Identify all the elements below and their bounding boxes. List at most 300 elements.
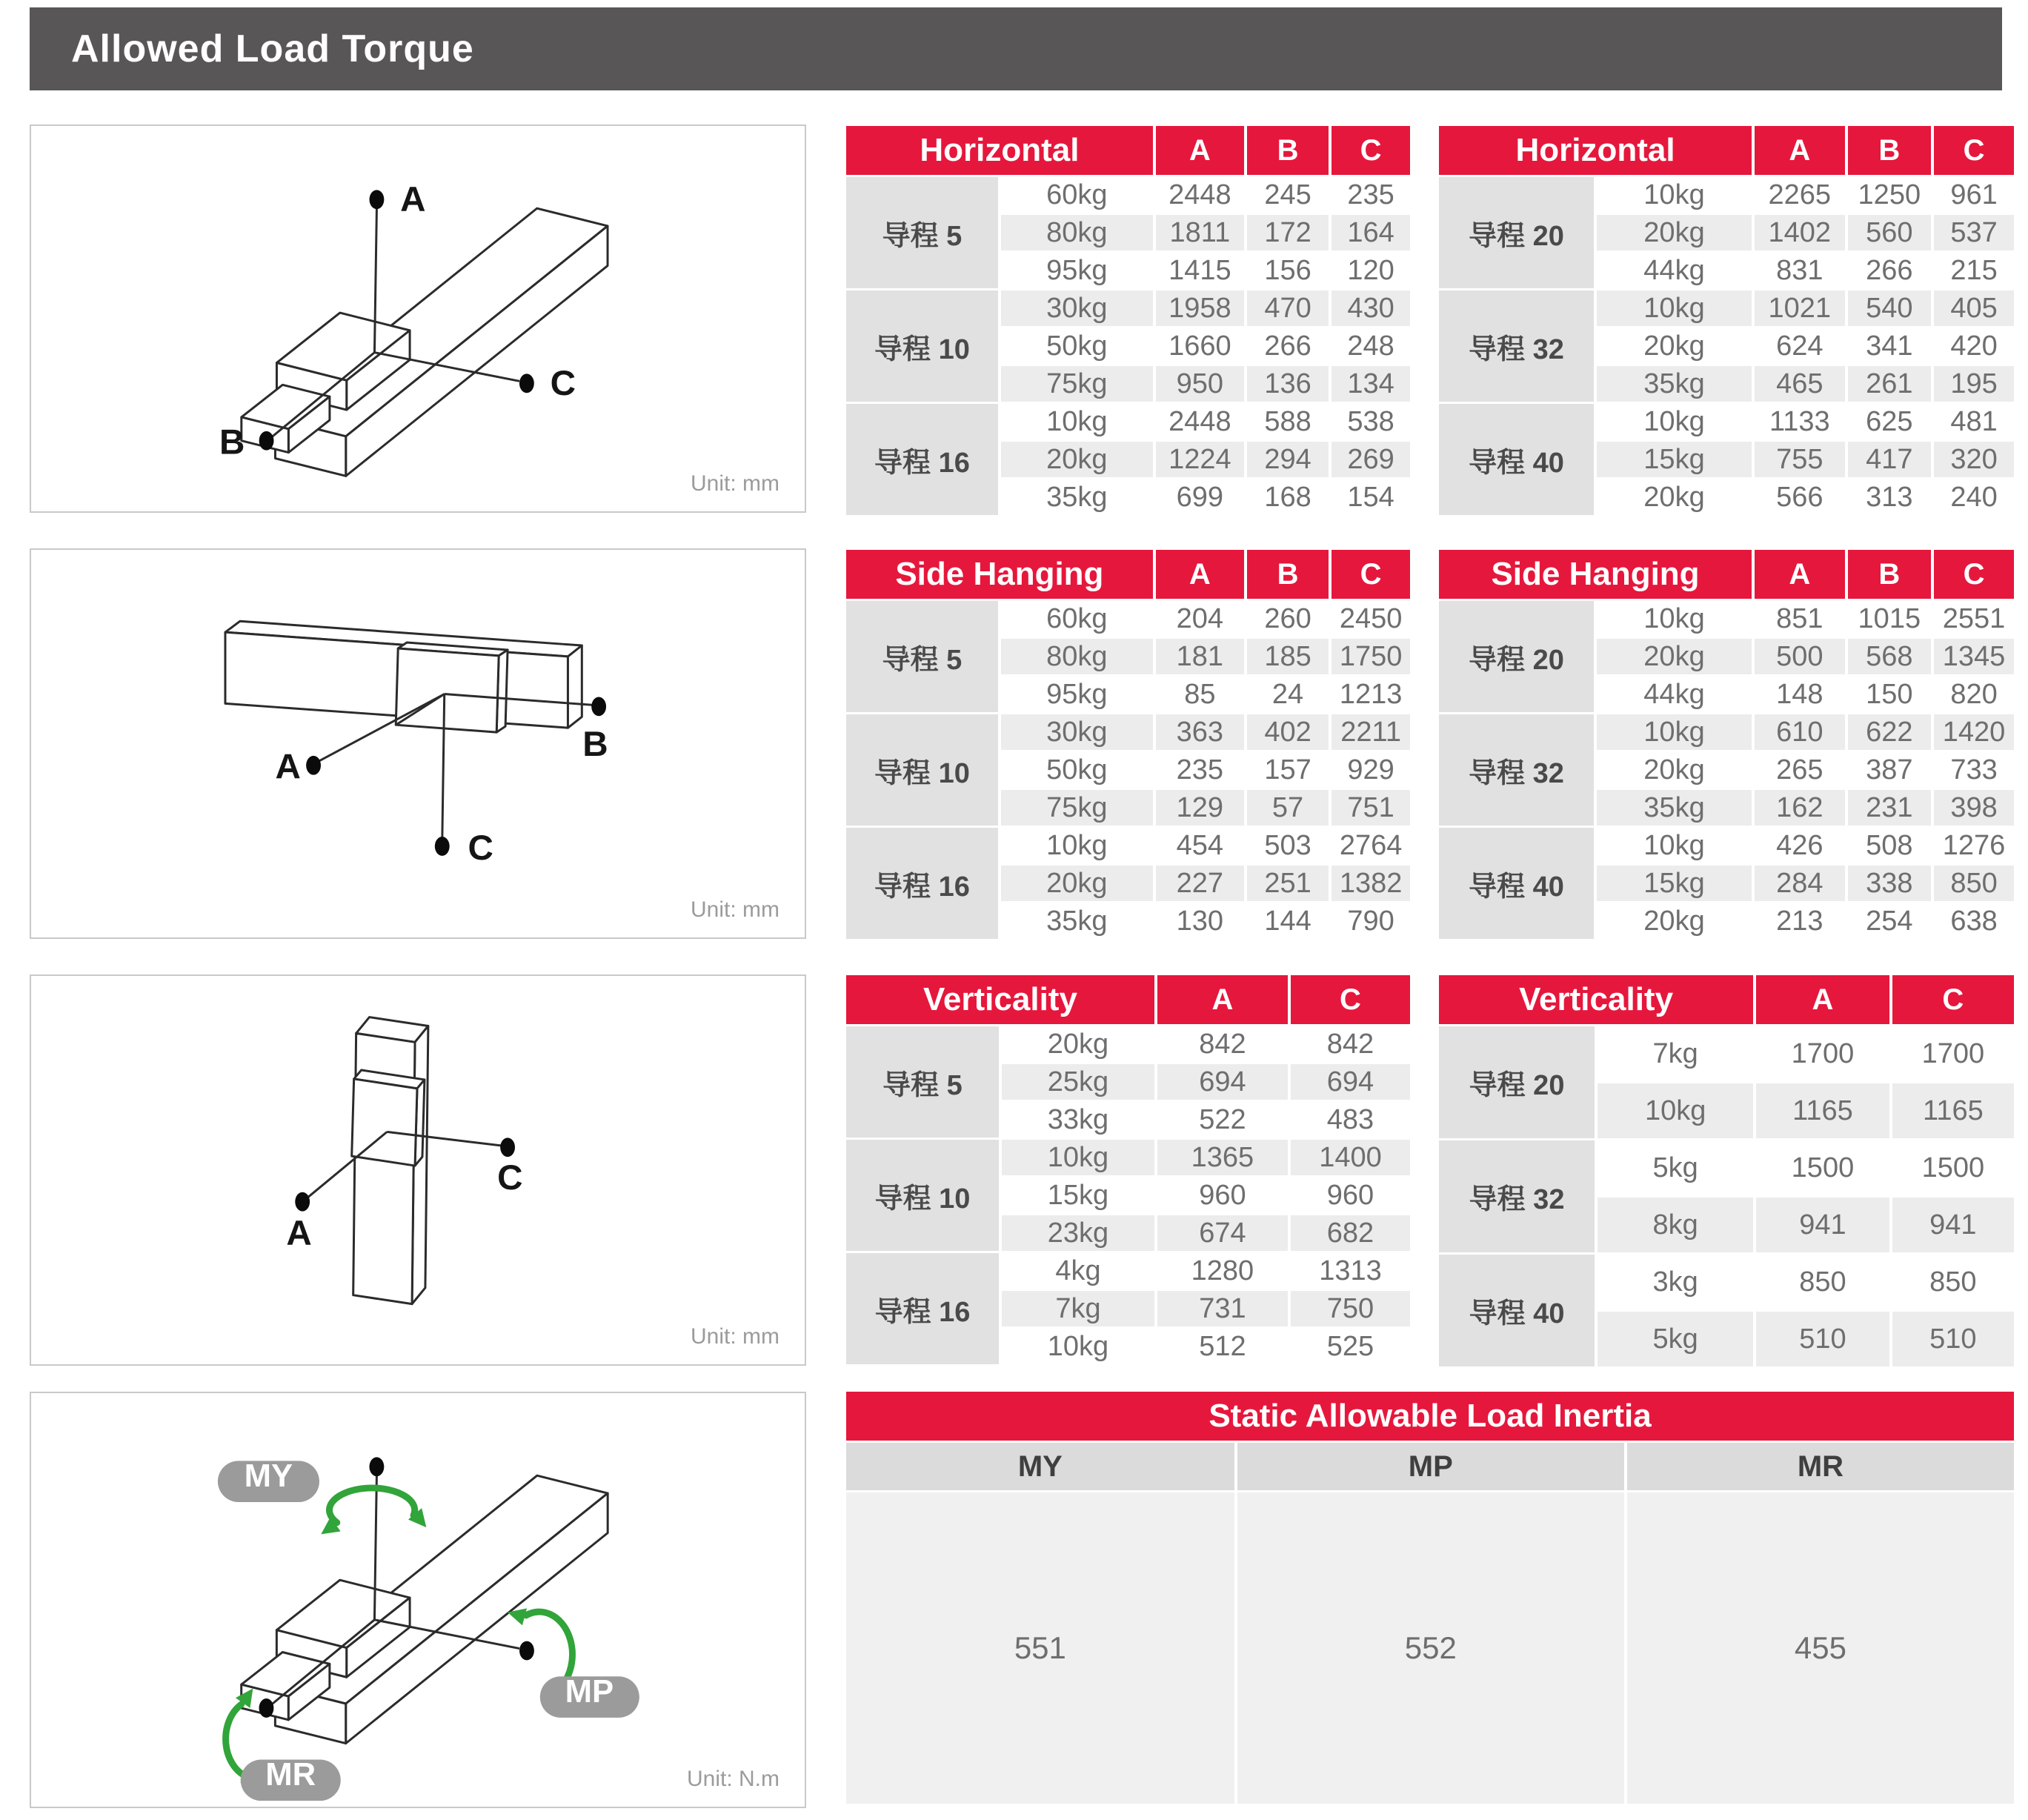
kg-cell: 95kg [1001,677,1153,712]
value-cell: 538 [1332,404,1410,439]
kg-cell: 20kg [1001,866,1153,901]
lead-cell: 导程 40 [1439,828,1594,939]
value-cell: 483 [1291,1102,1410,1138]
kg-cell: 20kg [1597,215,1752,250]
kg-cell: 10kg [1597,177,1752,213]
lead-cell: 导程 40 [1439,1255,1595,1366]
value-cell: 682 [1291,1215,1410,1251]
row [1439,1026,2014,1081]
value-cell: 842 [1291,1026,1410,1062]
table-side-hanging-left [843,548,1413,941]
yaw-axis-dot [369,1457,384,1476]
row [846,1492,2014,1804]
lead-cell: 导程 20 [1439,601,1594,712]
value-cell: 2265 [1755,177,1845,213]
value-cell: 755 [1755,442,1845,477]
header-row [846,1392,2014,1441]
lead-cell: 导程 32 [1439,714,1594,826]
col-header-c: C [1332,550,1410,599]
value-cell: 831 [1755,253,1845,288]
value-cell: 162 [1755,790,1845,826]
value-cell: 500 [1755,639,1845,674]
col-header-b: B [1247,126,1329,175]
row [846,828,1410,863]
unit-label: Unit: mm [691,1324,779,1349]
col-header-my: MY [846,1443,1234,1490]
col-header-a: A [1156,126,1244,175]
value-cell: 168 [1247,479,1329,515]
value-cell: 181 [1156,639,1244,674]
pitch-axis-dot [519,1641,534,1661]
value-cell: 154 [1332,479,1410,515]
kg-cell: 20kg [1597,328,1752,364]
kg-cell: 33kg [1002,1102,1154,1138]
table-title: Side Hanging [1439,550,1752,599]
table-horizontal-right [1436,124,2017,517]
kg-cell: 10kg [1597,404,1752,439]
value-cell: 144 [1247,903,1329,939]
value-cell: 248 [1332,328,1410,364]
unit-label: Unit: mm [691,471,779,496]
row [1439,714,2014,750]
value-cell: 417 [1848,442,1931,477]
lead-cell: 导程 5 [846,601,998,712]
value-cell: 185 [1247,639,1329,674]
kg-cell: 7kg [1002,1291,1154,1326]
subheader-row [846,1443,2014,1490]
value-cell: 254 [1848,903,1931,939]
value-cell: 1365 [1157,1140,1288,1175]
value-cell: 588 [1247,404,1329,439]
value-cell: 402 [1247,714,1329,750]
value-cell: 227 [1156,866,1244,901]
value-cell: 265 [1755,752,1845,788]
kg-cell: 80kg [1001,215,1153,250]
kg-cell: 15kg [1002,1178,1154,1213]
value-cell: 694 [1291,1064,1410,1100]
value-cell: 1382 [1332,866,1410,901]
lead-cell: 导程 32 [1439,290,1594,402]
kg-cell: 35kg [1597,366,1752,402]
value-cell: 266 [1848,253,1931,288]
value-cell: 231 [1848,790,1931,826]
value-cell: 625 [1848,404,1931,439]
diagram-side-hanging [30,548,806,939]
col-header-b: B [1848,126,1931,175]
lead-cell: 导程 16 [846,828,998,939]
value-cell: 960 [1157,1178,1288,1213]
table-title: Side Hanging [846,550,1153,599]
value-cell: 215 [1934,253,2014,288]
lead-cell: 导程 32 [1439,1140,1595,1252]
lead-cell: 导程 40 [1439,404,1594,515]
row [846,601,1410,637]
value-cell: 850 [1934,866,2014,901]
value-cell: 341 [1848,328,1931,364]
kg-cell: 35kg [1597,790,1752,826]
value-cell: 1276 [1934,828,2014,863]
value-cell: 1021 [1755,290,1845,326]
value-cell: 426 [1755,828,1845,863]
value-cell: 508 [1848,828,1931,863]
value-cell: 851 [1755,601,1845,637]
value-cell: 150 [1848,677,1931,712]
col-header-a: A [1756,975,1889,1024]
kg-cell: 10kg [1597,601,1752,637]
value-cell: 674 [1157,1215,1288,1251]
value-cell: 850 [1892,1255,2014,1309]
kg-cell: 10kg [1001,404,1153,439]
point-c-label: C [468,828,493,868]
table-title: Horizontal [846,126,1153,175]
mr-rotation-arrow [226,1704,247,1776]
value-cell: 405 [1934,290,2014,326]
value-cell: 961 [1934,177,2014,213]
lead-cell: 导程 5 [846,1026,999,1138]
col-header-c: C [1934,550,2014,599]
value-cell: 338 [1848,866,1931,901]
value-cell: 24 [1247,677,1329,712]
value-cell: 510 [1892,1312,2014,1366]
point-b-label: B [219,422,245,462]
value-cell: 134 [1332,366,1410,402]
point-c-dot [500,1138,515,1157]
lead-cell: 导程 10 [846,714,998,826]
kg-cell: 35kg [1001,903,1153,939]
value-cell: 1280 [1157,1253,1288,1289]
value-cell: 820 [1934,677,2014,712]
value-cell: 790 [1332,903,1410,939]
value-cell: 148 [1755,677,1845,712]
value-cell: 2211 [1332,714,1410,750]
value-cell: 622 [1848,714,1931,750]
value-cell: 1958 [1156,290,1244,326]
value-cell: 750 [1291,1291,1410,1326]
row [846,1026,1410,1062]
value-cell: 156 [1247,253,1329,288]
table-title: Verticality [1439,975,1753,1024]
kg-cell: 3kg [1598,1255,1753,1309]
value-cell: 537 [1934,215,2014,250]
value-cell: 129 [1156,790,1244,826]
col-header-a: A [1755,550,1845,599]
point-a-label: A [275,747,301,787]
value-cell: 240 [1934,479,2014,515]
unit-label: Unit: mm [691,897,779,922]
kg-cell: 95kg [1001,253,1153,288]
row [846,404,1410,439]
kg-cell: 15kg [1597,866,1752,901]
value-cell: 1250 [1848,177,1931,213]
value-cell: 1750 [1332,639,1410,674]
row [1439,290,2014,326]
value-cell: 363 [1156,714,1244,750]
row [846,177,1410,213]
kg-cell: 10kg [1001,828,1153,863]
value-cell: 751 [1332,790,1410,826]
value-cell: 1420 [1934,714,2014,750]
col-header-c: C [1332,126,1410,175]
value-cell: 157 [1247,752,1329,788]
value-cell: 525 [1291,1329,1410,1364]
table-title: Horizontal [1439,126,1752,175]
row [1439,177,2014,213]
point-b-dot [591,697,606,716]
lead-cell: 导程 10 [846,290,998,402]
row [1439,1140,2014,1195]
value-cell: 136 [1247,366,1329,402]
kg-cell: 50kg [1001,752,1153,788]
value-cell: 941 [1892,1198,2014,1252]
kg-cell: 60kg [1001,601,1153,637]
rail-and-slider-wireframe [352,1017,428,1304]
kg-cell: 5kg [1598,1312,1753,1366]
col-header-b: B [1247,550,1329,599]
unit-label: Unit: N.m [686,1767,779,1791]
kg-cell: 20kg [1597,479,1752,515]
point-b-label: B [582,724,608,764]
table-title: Static Allowable Load Inertia [846,1392,2014,1441]
lead-cell: 导程 16 [846,1253,999,1364]
row [846,1140,1410,1175]
table-verticality-left [843,973,1413,1366]
point-c-label: C [550,364,576,404]
value-cell: 568 [1848,639,1931,674]
value-cell: 2764 [1332,828,1410,863]
kg-cell: 20kg [1597,639,1752,674]
point-a-label: A [400,180,426,220]
kg-cell: 23kg [1002,1215,1154,1251]
value-cell: 204 [1156,601,1244,637]
value-cell: 1700 [1756,1026,1889,1081]
col-header-mp: MP [1237,1443,1624,1490]
col-header-b: B [1848,550,1931,599]
side-hanging-wireframe-drawing [31,550,805,937]
value-cell: 120 [1332,253,1410,288]
kg-cell: 20kg [1597,903,1752,939]
value-cell: 510 [1756,1312,1889,1366]
value-cell: 260 [1247,601,1329,637]
mp-value-cell: 552 [1237,1492,1624,1804]
value-cell: 1700 [1892,1026,2014,1081]
col-header-c: C [1892,975,2014,1024]
value-cell: 960 [1291,1178,1410,1213]
point-a-dot [370,190,385,209]
col-header-a: A [1755,126,1845,175]
value-cell: 251 [1247,866,1329,901]
value-cell: 420 [1934,328,2014,364]
value-cell: 842 [1157,1026,1288,1062]
my-value-cell: 551 [846,1492,1234,1804]
value-cell: 1224 [1156,442,1244,477]
kg-cell: 50kg [1001,328,1153,364]
value-cell: 1015 [1848,601,1931,637]
value-cell: 850 [1756,1255,1889,1309]
value-cell: 465 [1755,366,1845,402]
value-cell: 294 [1247,442,1329,477]
value-cell: 699 [1156,479,1244,515]
row [1439,828,2014,863]
lead-cell: 导程 16 [846,404,998,515]
header-row [846,126,1410,175]
value-cell: 172 [1247,215,1329,250]
kg-cell: 10kg [1598,1083,1753,1138]
value-cell: 950 [1156,366,1244,402]
table-title: Verticality [846,975,1154,1024]
kg-cell: 10kg [1597,828,1752,863]
value-cell: 1313 [1291,1253,1410,1289]
value-cell: 624 [1755,328,1845,364]
header-row [846,975,1410,1024]
kg-cell: 10kg [1002,1140,1154,1175]
kg-cell: 44kg [1597,677,1752,712]
value-cell: 470 [1247,290,1329,326]
value-cell: 284 [1755,866,1845,901]
col-header-a: A [1157,975,1288,1024]
value-cell: 130 [1156,903,1244,939]
value-cell: 1400 [1291,1140,1410,1175]
value-cell: 164 [1332,215,1410,250]
value-cell: 481 [1934,404,2014,439]
value-cell: 512 [1157,1329,1288,1364]
value-cell: 731 [1157,1291,1288,1326]
value-cell: 398 [1934,790,2014,826]
kg-cell: 15kg [1597,442,1752,477]
value-cell: 1415 [1156,253,1244,288]
header-row [1439,975,2014,1024]
kg-cell: 10kg [1597,714,1752,750]
lead-cell: 导程 20 [1439,177,1594,288]
kg-cell: 20kg [1002,1026,1154,1062]
value-cell: 195 [1934,366,2014,402]
kg-cell: 7kg [1598,1026,1753,1081]
value-cell: 694 [1157,1064,1288,1100]
table-static-allowable-load-inertia [843,1389,2017,1806]
point-b-dot [259,431,274,451]
lead-cell: 导程 20 [1439,1026,1595,1138]
kg-cell: 10kg [1002,1329,1154,1364]
kg-cell: 75kg [1001,790,1153,826]
value-cell: 1133 [1755,404,1845,439]
row [846,290,1410,326]
value-cell: 929 [1332,752,1410,788]
row [846,714,1410,750]
mp-badge-label: MP [565,1673,614,1710]
value-cell: 430 [1332,290,1410,326]
mr-badge-label: MR [265,1756,316,1793]
mr-value-cell: 455 [1627,1492,2014,1804]
row [846,1253,1410,1289]
value-cell: 610 [1755,714,1845,750]
table-verticality-right [1436,973,2017,1369]
lead-cell: 导程 5 [846,177,998,288]
lead-cell: 导程 10 [846,1140,999,1251]
moment-wireframe-drawing [31,1393,805,1807]
header-row [1439,550,2014,599]
diagram-moment-axes [30,1392,806,1808]
value-cell: 503 [1247,828,1329,863]
kg-cell: 60kg [1001,177,1153,213]
value-cell: 235 [1156,752,1244,788]
point-c-dot [435,837,450,856]
value-cell: 213 [1755,903,1845,939]
value-cell: 454 [1156,828,1244,863]
value-cell: 1213 [1332,677,1410,712]
roll-axis-dot [259,1698,274,1718]
row [1439,1255,2014,1309]
title-bar [30,7,2002,90]
header-row [1439,126,2014,175]
value-cell: 1500 [1892,1140,2014,1195]
value-cell: 269 [1332,442,1410,477]
value-cell: 566 [1755,479,1845,515]
value-cell: 2450 [1332,601,1410,637]
value-cell: 320 [1934,442,2014,477]
point-a-dot [295,1192,310,1212]
row [1439,601,2014,637]
col-header-mr: MR [1627,1443,2014,1490]
kg-cell: 4kg [1002,1253,1154,1289]
verticality-wireframe-drawing [31,976,805,1364]
value-cell: 2448 [1156,177,1244,213]
value-cell: 540 [1848,290,1931,326]
point-a-label: A [286,1214,312,1254]
kg-cell: 25kg [1002,1064,1154,1100]
col-header-c: C [1934,126,2014,175]
col-header-a: A [1156,550,1244,599]
kg-cell: 20kg [1597,752,1752,788]
value-cell: 387 [1848,752,1931,788]
value-cell: 1165 [1756,1083,1889,1138]
value-cell: 2551 [1934,601,2014,637]
header-row [846,550,1410,599]
value-cell: 1660 [1156,328,1244,364]
table-horizontal-left [843,124,1413,517]
value-cell: 235 [1332,177,1410,213]
kg-cell: 10kg [1597,290,1752,326]
kg-cell: 30kg [1001,290,1153,326]
kg-cell: 44kg [1597,253,1752,288]
value-cell: 1345 [1934,639,2014,674]
kg-cell: 30kg [1001,714,1153,750]
value-cell: 941 [1756,1198,1889,1252]
row [1439,404,2014,439]
value-cell: 245 [1247,177,1329,213]
value-cell: 1811 [1156,215,1244,250]
my-rotation-arrow [330,1488,415,1523]
value-cell: 266 [1247,328,1329,364]
value-cell: 638 [1934,903,2014,939]
table-side-hanging-right [1436,548,2017,941]
kg-cell: 80kg [1001,639,1153,674]
point-c-dot [519,373,534,393]
point-a-dot [306,756,321,775]
value-cell: 733 [1934,752,2014,788]
point-c-label: C [497,1158,523,1198]
value-cell: 1402 [1755,215,1845,250]
value-cell: 57 [1247,790,1329,826]
value-cell: 261 [1848,366,1931,402]
value-cell: 1165 [1892,1083,2014,1138]
value-cell: 560 [1848,215,1931,250]
col-header-c: C [1291,975,1410,1024]
kg-cell: 75kg [1001,366,1153,402]
value-cell: 1500 [1756,1140,1889,1195]
horizontal-wireframe-drawing [31,126,805,511]
rail-and-slider-wireframe [242,208,608,476]
value-cell: 85 [1156,677,1244,712]
kg-cell: 35kg [1001,479,1153,515]
